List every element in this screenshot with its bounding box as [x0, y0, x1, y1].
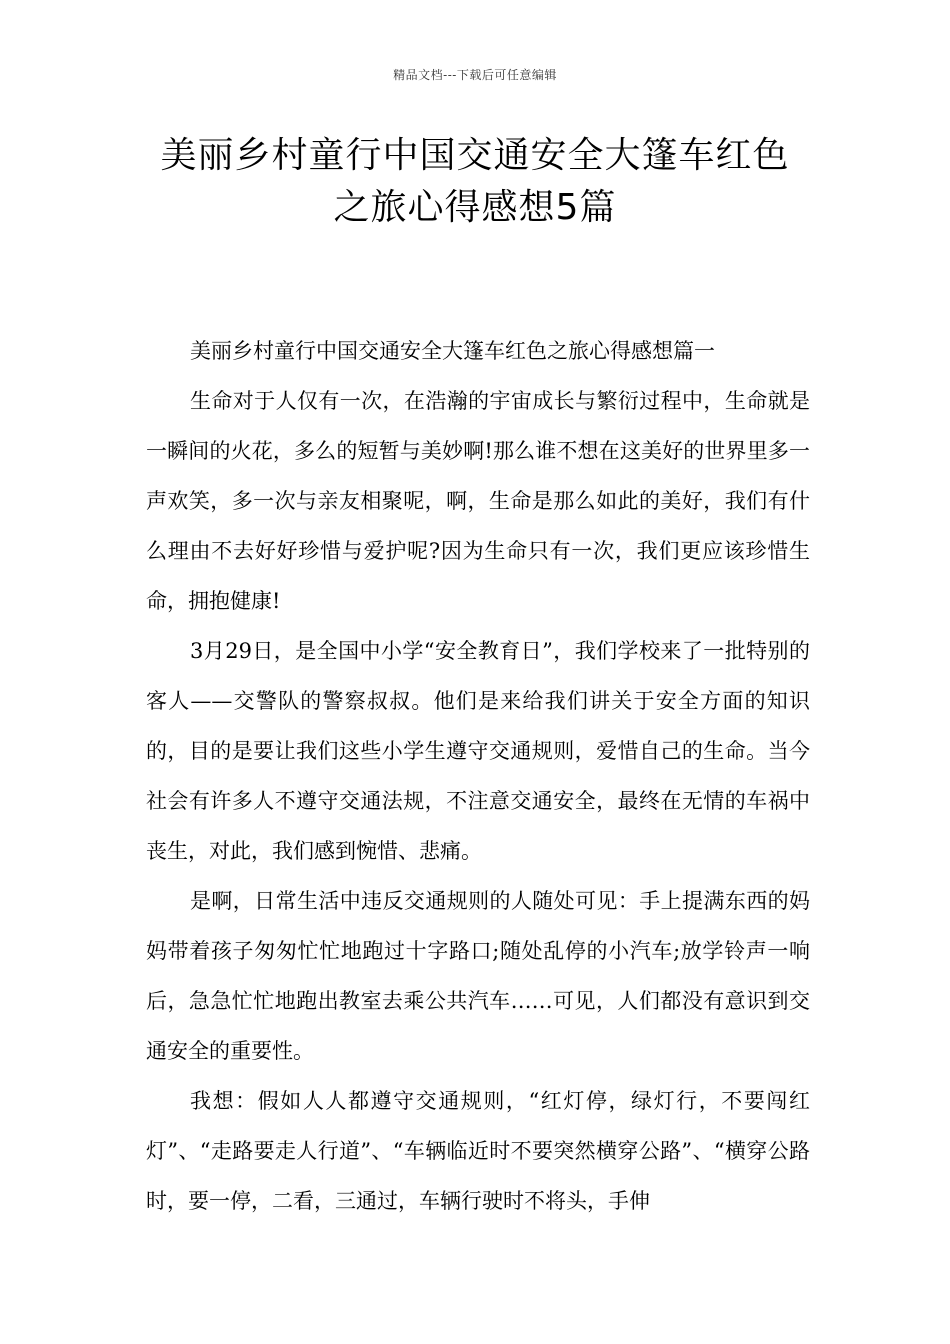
header-note: 精品文档---下载后可任意编辑	[393, 68, 557, 82]
paragraph: 生命对于人仅有一次，在浩瀚的宇宙成长与繁衍过程中，生命就是一瞬间的火花，多么的短暂与美妙啊!那么谁不想在这美好的世界里多一声欢笑，多一次与亲友相聚呢，啊，生命是那么如此的美好，我们有什么理由不去好好珍惜与爱护呢?因为生命只有一次，我们更应该珍惜生命，拥抱健康!	[146, 389, 810, 613]
title-line-1: 美丽乡村童行中国交通安全大篷车红色	[160, 135, 790, 176]
paragraph: 是啊，日常生活中违反交通规则的人随处可见：手上提满东西的妈妈带着孩子匆匆忙忙地跑过十字路口;随处乱停的小汽车;放学铃声一响后，急急忙忙地跑出教室去乘公共汽车……可见，人们都没有意识到交通安全的重要性。	[146, 889, 810, 1063]
document-body	[146, 326, 810, 1226]
paragraph: 我想：假如人人都遵守交通规则，“红灯停，绿灯行，不要闯红灯”、“走路要走人行道”、“车辆临近时不要突然横穿公路”、“横穿公路时，要一停，二看，三通过，车辆行驶时不将头，手伸	[146, 1089, 810, 1213]
document-title	[120, 130, 830, 234]
title-line-2: 之旅心得感想5篇	[333, 187, 617, 228]
paragraph: 3月29日，是全国中小学“安全教育日”，我们学校来了一批特别的客人——交警队的警察叔叔。他们是来给我们讲关于安全方面的知识的，目的是要让我们这些小学生遵守交通规则，爱惜自己的生命。当今社会有许多人不遵守交通法规，不注意交通安全，最终在无情的车祸中丧生，对此，我们感到惋惜、悲痛。	[146, 639, 810, 863]
section-heading: 美丽乡村童行中国交通安全大篷车红色之旅心得感想篇一	[190, 339, 715, 363]
